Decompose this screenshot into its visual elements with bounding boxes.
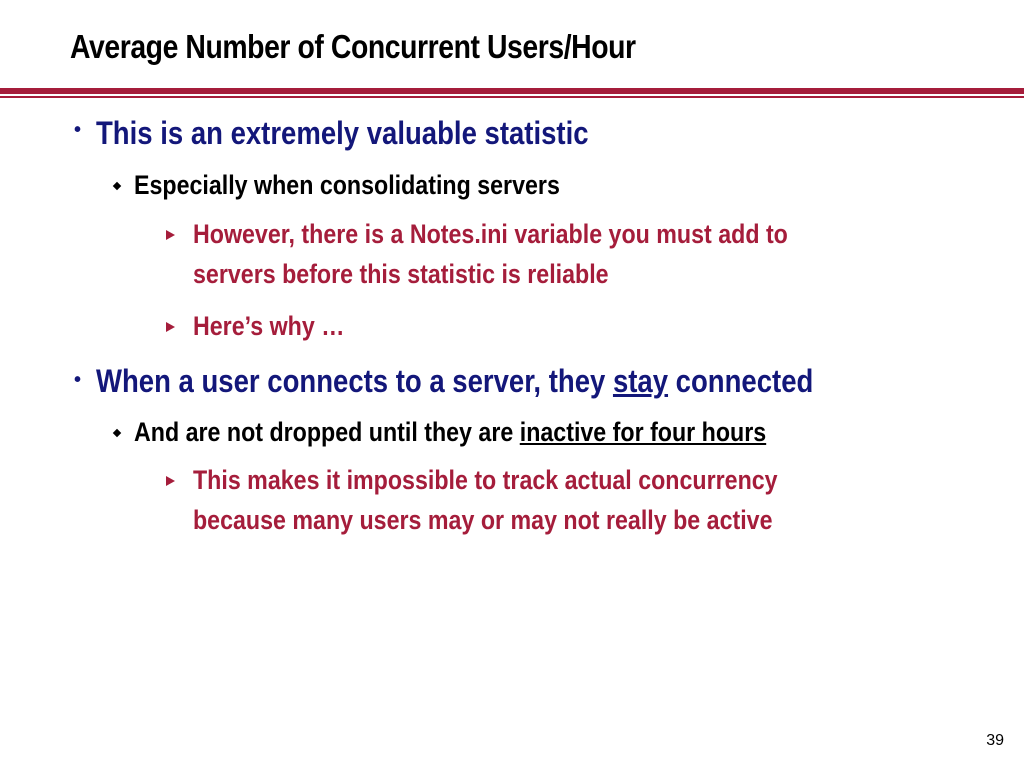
bullet-text-line1: This makes it impossible to track actual concurrency — [193, 465, 778, 495]
underlined-word: stay — [612, 363, 669, 399]
bullet-text-line2: because many users may or may not really be active — [193, 505, 773, 535]
title-divider-thick — [0, 88, 1024, 94]
slide-title: Average Number of Concurrent Users/Hour — [70, 28, 636, 65]
diamond-icon — [113, 182, 121, 190]
bullet-text-line1: However, there is a Notes.ini variable you must add to — [193, 219, 788, 249]
bullet-text: Especially when consolidating servers — [134, 170, 560, 200]
bullet-text-part: And are not dropped until they are — [134, 417, 520, 447]
triangle-right-icon — [166, 230, 175, 240]
bullet-text-part: When a user connects to a server, they — [96, 363, 613, 399]
bullet-text — [96, 362, 813, 400]
bullet-text: Here’s why … — [193, 311, 345, 341]
bullet-dot-icon: • — [74, 119, 82, 141]
triangle-right-icon — [166, 322, 175, 332]
bullet-text: This is an extremely valuable statistic — [96, 115, 589, 151]
diamond-icon — [113, 429, 121, 437]
triangle-right-icon — [166, 476, 175, 486]
title-divider-thin — [0, 96, 1024, 98]
bullet-dot-icon: • — [74, 369, 82, 391]
page-number: 39 — [986, 732, 1004, 749]
bullet-text — [134, 416, 766, 448]
bullet-text-line2: servers before this statistic is reliable — [193, 259, 609, 289]
bullet-text-part: connected — [668, 363, 814, 399]
underlined-phrase: inactive for four hours — [519, 417, 767, 447]
